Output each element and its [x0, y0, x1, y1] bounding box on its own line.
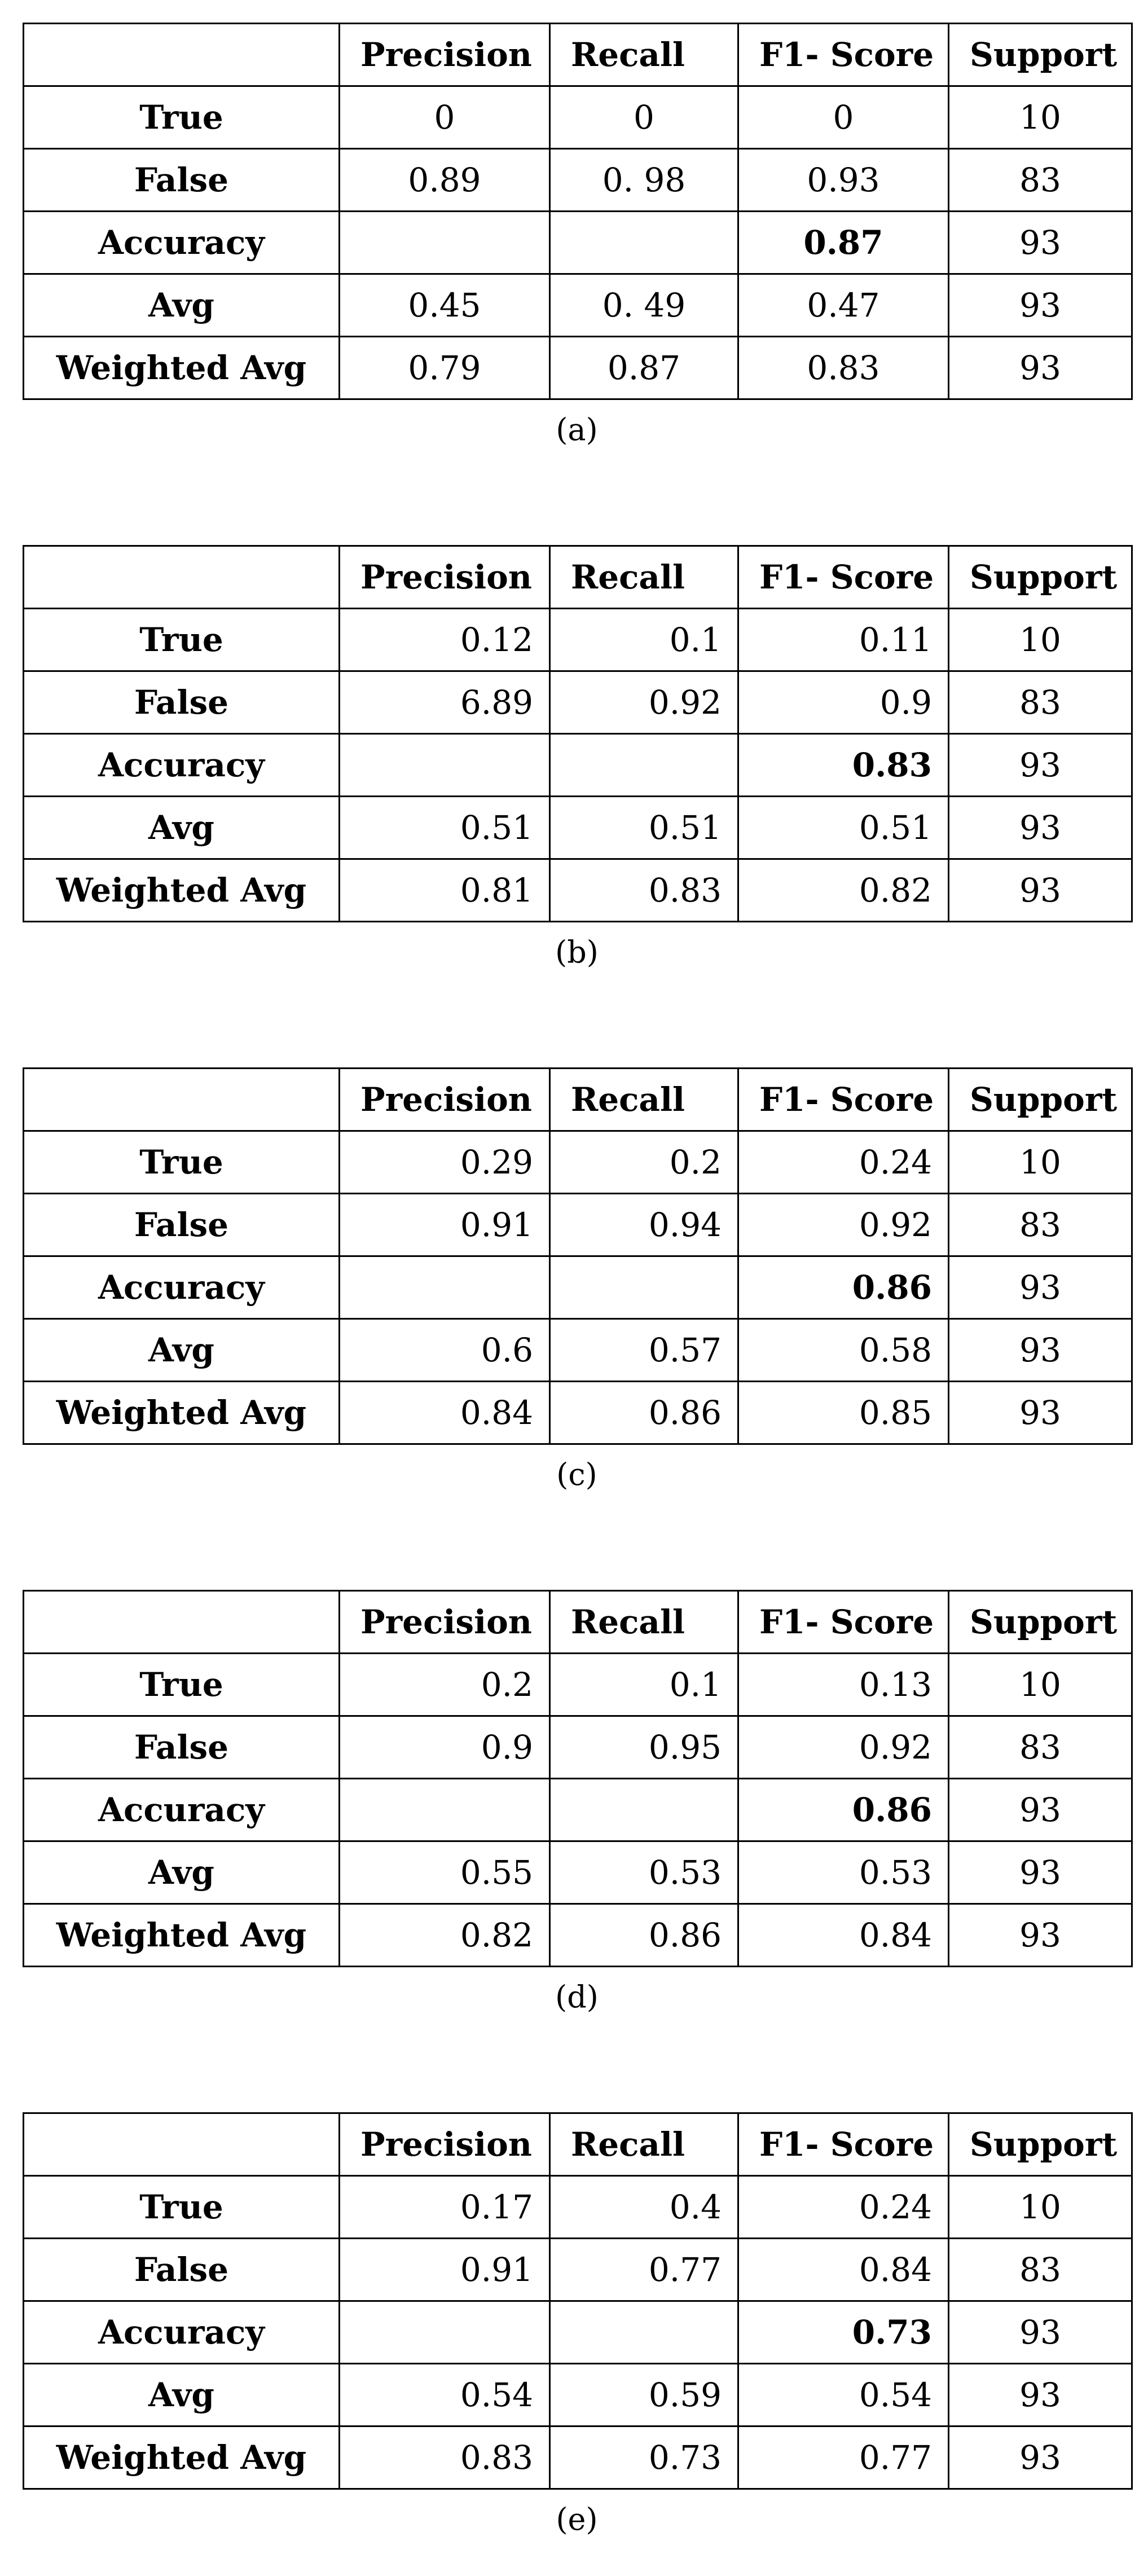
table-caption: (a): [556, 412, 598, 447]
f1-score-cell: 0.54: [738, 2364, 949, 2426]
precision-cell: [340, 2301, 550, 2364]
row-label-weighted-avg: Weighted Avg: [24, 1904, 340, 1967]
recall-cell: [550, 212, 738, 274]
row-label-avg: Avg: [24, 2364, 340, 2426]
recall-cell: 0.73: [550, 2426, 738, 2489]
precision-cell: 0.6: [340, 1319, 550, 1382]
support-cell: 93: [949, 1779, 1132, 1841]
support-cell: 93: [949, 212, 1132, 274]
header-row: [24, 1069, 1132, 1131]
table-row: [24, 1716, 1132, 1779]
column-header-recall: Recall: [550, 546, 738, 609]
f1-score-cell: 0.93: [738, 149, 949, 212]
table-row: [24, 797, 1132, 859]
row-label-false: False: [24, 149, 340, 212]
table-row: [24, 1256, 1132, 1319]
precision-cell: [340, 1779, 550, 1841]
recall-cell: 0.51: [550, 797, 738, 859]
precision-cell: [340, 734, 550, 797]
metrics-table-e: [23, 2112, 1133, 2490]
row-label-weighted-avg: Weighted Avg: [24, 1382, 340, 1444]
precision-cell: 0.89: [340, 149, 550, 212]
column-header-recall: Recall: [550, 24, 738, 86]
table-row: [24, 1131, 1132, 1194]
recall-cell: 0.87: [550, 337, 738, 399]
recall-cell: 0: [550, 86, 738, 149]
accuracy-value-cell: 0.87: [738, 212, 949, 274]
metrics-table-c: [23, 1067, 1133, 1445]
table-row: [24, 149, 1132, 212]
precision-cell: [340, 212, 550, 274]
accuracy-value-cell: 0.86: [738, 1256, 949, 1319]
row-label-weighted-avg: Weighted Avg: [24, 859, 340, 922]
row-label-true: True: [24, 1131, 340, 1194]
f1-score-cell: 0.85: [738, 1382, 949, 1444]
table-caption: (e): [556, 2502, 598, 2537]
metrics-table-d: [23, 1590, 1133, 1967]
precision-cell: 0.81: [340, 859, 550, 922]
precision-cell: 0.9: [340, 1716, 550, 1779]
column-header-f1-score: F1- Score: [738, 1069, 949, 1131]
f1-score-cell: 0.9: [738, 671, 949, 734]
table-row: [24, 609, 1132, 671]
f1-score-cell: 0.82: [738, 859, 949, 922]
precision-cell: 0.54: [340, 2364, 550, 2426]
recall-cell: 0.86: [550, 1382, 738, 1444]
f1-score-cell: 0.84: [738, 2239, 949, 2301]
recall-cell: 0.59: [550, 2364, 738, 2426]
f1-score-cell: 0: [738, 86, 949, 149]
accuracy-value-cell: 0.83: [738, 734, 949, 797]
column-header-f1-score: F1- Score: [738, 2113, 949, 2176]
support-cell: 10: [949, 86, 1132, 149]
support-cell: 10: [949, 609, 1132, 671]
table-row: [24, 2176, 1132, 2239]
recall-cell: 0.2: [550, 1131, 738, 1194]
column-header-support: Support: [949, 1591, 1132, 1654]
table-block-a: [23, 23, 1131, 445]
table-caption: (b): [555, 934, 599, 970]
row-label-true: True: [24, 2176, 340, 2239]
row-label-accuracy: Accuracy: [24, 1779, 340, 1841]
recall-cell: 0.77: [550, 2239, 738, 2301]
table-row: [24, 337, 1132, 399]
table-row: [24, 86, 1132, 149]
column-header-support: Support: [949, 24, 1132, 86]
corner-cell: [24, 546, 340, 609]
row-label-true: True: [24, 609, 340, 671]
f1-score-cell: 0.24: [738, 1131, 949, 1194]
precision-cell: 0.83: [340, 2426, 550, 2489]
support-cell: 10: [949, 1131, 1132, 1194]
row-label-false: False: [24, 2239, 340, 2301]
recall-cell: 0. 49: [550, 274, 738, 337]
precision-cell: 0.51: [340, 797, 550, 859]
precision-cell: 0.79: [340, 337, 550, 399]
recall-cell: 0.92: [550, 671, 738, 734]
f1-score-cell: 0.47: [738, 274, 949, 337]
row-label-false: False: [24, 1716, 340, 1779]
table-caption: (c): [556, 1457, 597, 1492]
table-row: [24, 1904, 1132, 1967]
row-label-accuracy: Accuracy: [24, 734, 340, 797]
f1-score-cell: 0.83: [738, 337, 949, 399]
header-row: [24, 24, 1132, 86]
support-cell: 93: [949, 2426, 1132, 2489]
row-label-false: False: [24, 671, 340, 734]
table-row: [24, 2364, 1132, 2426]
precision-cell: 0.91: [340, 1194, 550, 1256]
column-header-recall: Recall: [550, 1591, 738, 1654]
support-cell: 93: [949, 1904, 1132, 1967]
f1-score-cell: 0.77: [738, 2426, 949, 2489]
table-row: [24, 1382, 1132, 1444]
f1-score-cell: 0.24: [738, 2176, 949, 2239]
recall-cell: 0.83: [550, 859, 738, 922]
recall-cell: [550, 1256, 738, 1319]
row-label-accuracy: Accuracy: [24, 2301, 340, 2364]
recall-cell: 0.86: [550, 1904, 738, 1967]
recall-cell: [550, 1779, 738, 1841]
table-row: [24, 1779, 1132, 1841]
column-header-support: Support: [949, 546, 1132, 609]
table-row: [24, 274, 1132, 337]
support-cell: 93: [949, 1319, 1132, 1382]
row-label-avg: Avg: [24, 797, 340, 859]
column-header-f1-score: F1- Score: [738, 546, 949, 609]
corner-cell: [24, 1069, 340, 1131]
column-header-recall: Recall: [550, 1069, 738, 1131]
column-header-f1-score: F1- Score: [738, 24, 949, 86]
precision-cell: 0.29: [340, 1131, 550, 1194]
table-row: [24, 1654, 1132, 1716]
row-label-true: True: [24, 86, 340, 149]
table-row: [24, 2301, 1132, 2364]
column-header-precision: Precision: [340, 1069, 550, 1131]
recall-cell: [550, 734, 738, 797]
column-header-precision: Precision: [340, 1591, 550, 1654]
header-row: [24, 1591, 1132, 1654]
table-row: [24, 671, 1132, 734]
support-cell: 83: [949, 1716, 1132, 1779]
precision-cell: 0.84: [340, 1382, 550, 1444]
support-cell: 93: [949, 1382, 1132, 1444]
support-cell: 83: [949, 149, 1132, 212]
metrics-table-a: [23, 23, 1133, 400]
support-cell: 93: [949, 2364, 1132, 2426]
support-cell: 10: [949, 1654, 1132, 1716]
table-row: [24, 1319, 1132, 1382]
support-cell: 83: [949, 671, 1132, 734]
precision-cell: 6.89: [340, 671, 550, 734]
recall-cell: 0.4: [550, 2176, 738, 2239]
row-label-avg: Avg: [24, 1841, 340, 1904]
f1-score-cell: 0.92: [738, 1194, 949, 1256]
recall-cell: 0.1: [550, 609, 738, 671]
f1-score-cell: 0.58: [738, 1319, 949, 1382]
recall-cell: 0.94: [550, 1194, 738, 1256]
accuracy-value-cell: 0.86: [738, 1779, 949, 1841]
support-cell: 83: [949, 2239, 1132, 2301]
column-header-support: Support: [949, 2113, 1132, 2176]
recall-cell: 0.1: [550, 1654, 738, 1716]
recall-cell: 0.95: [550, 1716, 738, 1779]
f1-score-cell: 0.13: [738, 1654, 949, 1716]
precision-cell: 0.82: [340, 1904, 550, 1967]
column-header-precision: Precision: [340, 2113, 550, 2176]
support-cell: 93: [949, 337, 1132, 399]
table-row: [24, 2426, 1132, 2489]
row-label-avg: Avg: [24, 274, 340, 337]
support-cell: 93: [949, 734, 1132, 797]
f1-score-cell: 0.53: [738, 1841, 949, 1904]
recall-cell: [550, 2301, 738, 2364]
table-block-b: [23, 545, 1131, 968]
table-row: [24, 2239, 1132, 2301]
row-label-weighted-avg: Weighted Avg: [24, 337, 340, 399]
row-label-accuracy: Accuracy: [24, 1256, 340, 1319]
support-cell: 83: [949, 1194, 1132, 1256]
f1-score-cell: 0.84: [738, 1904, 949, 1967]
recall-cell: 0. 98: [550, 149, 738, 212]
table-row: [24, 212, 1132, 274]
corner-cell: [24, 1591, 340, 1654]
table-row: [24, 734, 1132, 797]
support-cell: 93: [949, 2301, 1132, 2364]
table-block-e: [23, 2112, 1131, 2535]
recall-cell: 0.57: [550, 1319, 738, 1382]
header-row: [24, 546, 1132, 609]
support-cell: 93: [949, 274, 1132, 337]
column-header-precision: Precision: [340, 24, 550, 86]
table-row: [24, 1194, 1132, 1256]
metrics-table-b: [23, 545, 1133, 922]
table-row: [24, 859, 1132, 922]
column-header-recall: Recall: [550, 2113, 738, 2176]
table-block-c: [23, 1067, 1131, 1490]
support-cell: 93: [949, 1256, 1132, 1319]
column-header-f1-score: F1- Score: [738, 1591, 949, 1654]
row-label-accuracy: Accuracy: [24, 212, 340, 274]
f1-score-cell: 0.11: [738, 609, 949, 671]
precision-cell: 0.12: [340, 609, 550, 671]
corner-cell: [24, 2113, 340, 2176]
f1-score-cell: 0.92: [738, 1716, 949, 1779]
row-label-true: True: [24, 1654, 340, 1716]
precision-cell: [340, 1256, 550, 1319]
support-cell: 93: [949, 859, 1132, 922]
support-cell: 10: [949, 2176, 1132, 2239]
corner-cell: [24, 24, 340, 86]
support-cell: 93: [949, 1841, 1132, 1904]
column-header-support: Support: [949, 1069, 1132, 1131]
precision-cell: 0.45: [340, 274, 550, 337]
table-block-d: [23, 1590, 1131, 2015]
row-label-weighted-avg: Weighted Avg: [24, 2426, 340, 2489]
row-label-avg: Avg: [24, 1319, 340, 1382]
header-row: [24, 2113, 1132, 2176]
f1-score-cell: 0.51: [738, 797, 949, 859]
recall-cell: 0.53: [550, 1841, 738, 1904]
row-label-false: False: [24, 1194, 340, 1256]
accuracy-value-cell: 0.73: [738, 2301, 949, 2364]
column-header-precision: Precision: [340, 546, 550, 609]
table-row: [24, 1841, 1132, 1904]
precision-cell: 0: [340, 86, 550, 149]
table-caption: (d): [555, 1979, 599, 2015]
precision-cell: 0.2: [340, 1654, 550, 1716]
support-cell: 93: [949, 797, 1132, 859]
precision-cell: 0.55: [340, 1841, 550, 1904]
precision-cell: 0.91: [340, 2239, 550, 2301]
precision-cell: 0.17: [340, 2176, 550, 2239]
